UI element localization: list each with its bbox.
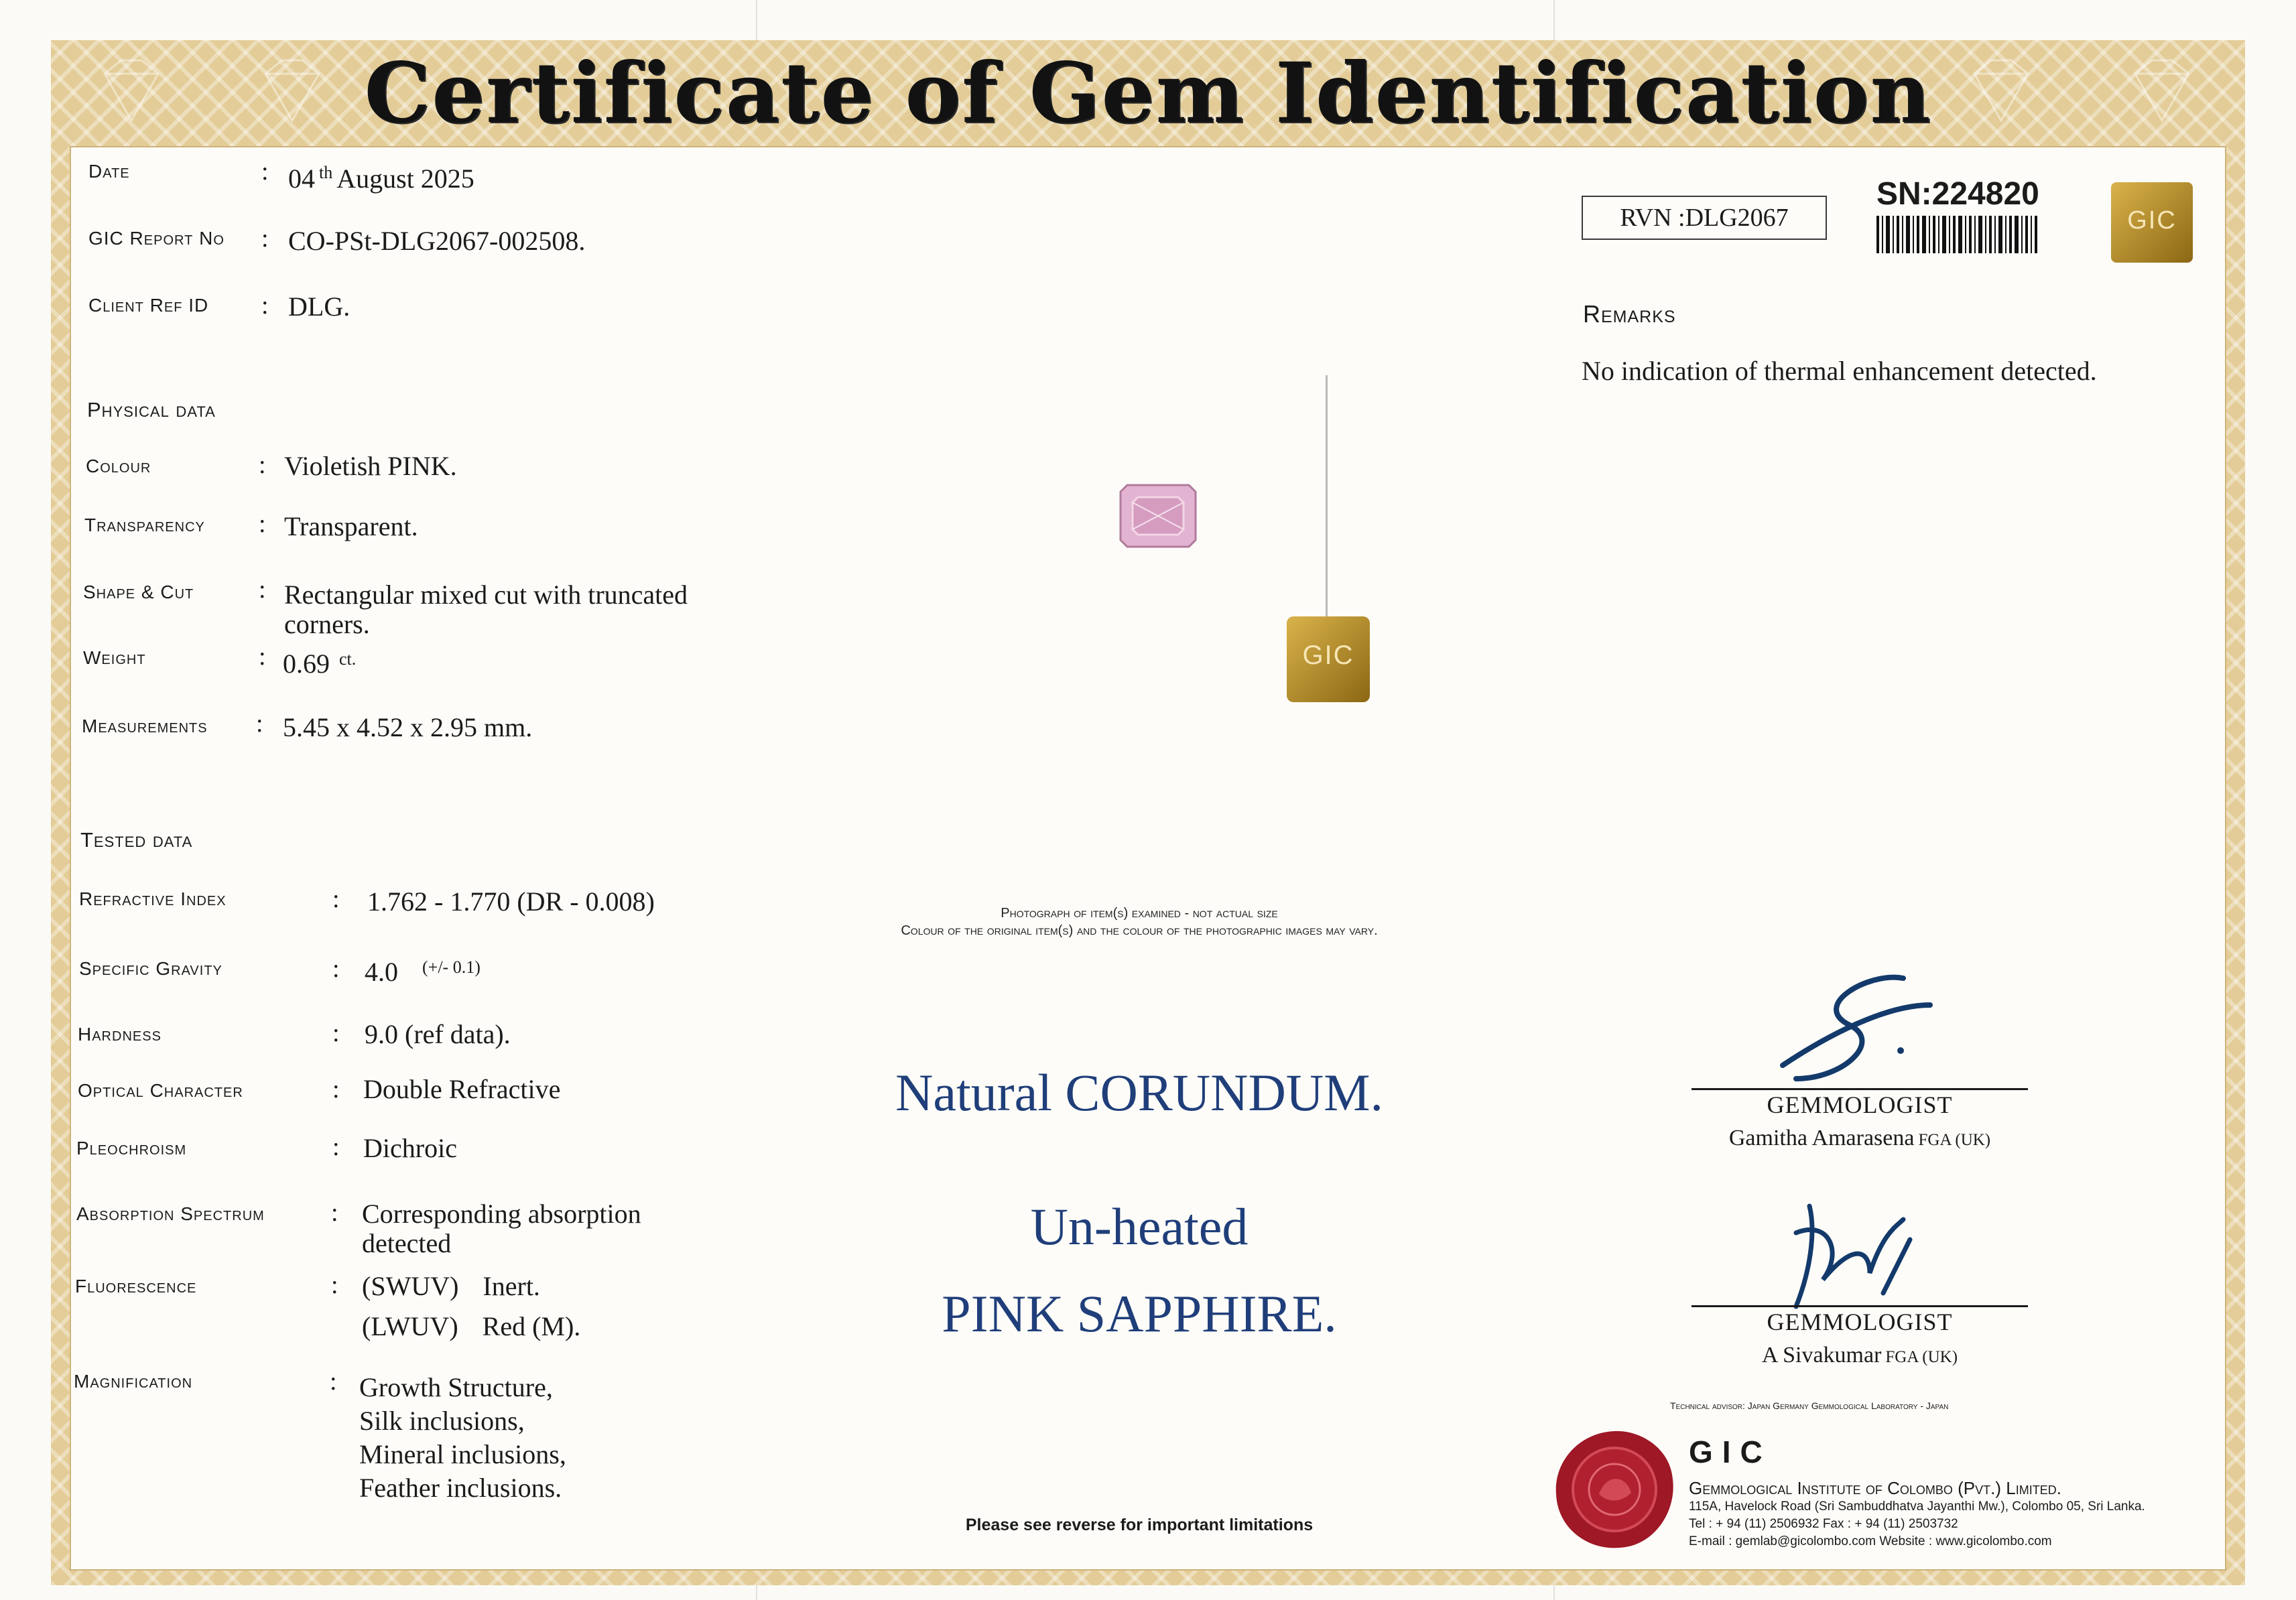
transparency-label: Transparency — [84, 515, 205, 535]
client-ref-label: Client Ref ID — [88, 295, 209, 316]
date-value — [288, 158, 474, 194]
magnification-item: Mineral inclusions, — [359, 1439, 566, 1469]
colon: : — [332, 1133, 340, 1161]
species-verdict: Natural CORUNDUM. — [895, 1063, 1383, 1122]
remarks-heading: Remarks — [1583, 300, 1676, 328]
gemmologist-role-2: GEMMOLOGIST — [1767, 1309, 1953, 1335]
signature-2 — [1783, 1193, 1930, 1313]
colon: : — [256, 710, 263, 738]
signature-1 — [1769, 965, 1943, 1092]
hardness-label: Hardness — [78, 1024, 162, 1045]
signature-line-1 — [1692, 1088, 2028, 1090]
reverse-limitations-note: Please see reverse for important limitations — [965, 1516, 1314, 1534]
gic-sticker-text: GIC — [2127, 206, 2177, 235]
client-ref-value: DLG. — [288, 291, 350, 322]
title-band — [51, 40, 2245, 146]
weight-label: Weight — [83, 647, 146, 668]
serial-number: SN:224820 — [1876, 176, 2039, 212]
colour-value: Violetish PINK. — [284, 451, 457, 481]
gemmologist-1 — [1692, 1126, 2028, 1151]
colon: : — [261, 291, 269, 320]
institute-name: Gemmological Institute of Colombo (Pvt.) Limited. — [1689, 1478, 2061, 1498]
signature-line-2 — [1692, 1305, 2028, 1307]
date-suffix: th — [319, 163, 333, 182]
fluorescence-label: Fluorescence — [75, 1276, 197, 1296]
tested-data-heading: Tested data — [80, 828, 193, 852]
gemmologist-2-name: A Sivakumar — [1761, 1343, 1882, 1368]
gemmologist-2 — [1692, 1343, 2028, 1368]
measurements-value: 5.45 x 4.52 x 2.95 mm. — [283, 712, 533, 742]
magnification-item: Growth Structure, — [359, 1372, 553, 1402]
measurements-label: Measurements — [82, 716, 208, 736]
colon: : — [331, 1271, 338, 1299]
colon: : — [332, 1075, 340, 1104]
colon: : — [259, 510, 266, 538]
lwuv-value: Red (M). — [482, 1311, 581, 1341]
gic-logo: GIC — [1689, 1435, 1772, 1469]
absorption-line-2: detected — [362, 1228, 452, 1258]
wax-seal-icon — [1552, 1427, 1677, 1552]
shape-cut-line-1: Rectangular mixed cut with truncated — [284, 580, 688, 610]
gemmologist-2-qualification: FGA (UK) — [1885, 1348, 1958, 1366]
gem-photo — [1118, 482, 1198, 549]
colour-label: Colour — [86, 456, 151, 476]
physical-data-heading: Physical data — [87, 398, 216, 421]
institute-phone: Tel : + 94 (11) 2506932 Fax : + 94 (11) 2503732 — [1689, 1517, 1958, 1531]
gic-hologram-sticker-small — [2111, 182, 2193, 263]
remarks-text: No indication of thermal enhancement detected. — [1582, 356, 2097, 386]
optical-character-label: Optical Character — [78, 1080, 243, 1101]
hologram-string — [1326, 375, 1328, 630]
shape-cut-value — [284, 580, 688, 639]
sg-tolerance: (+/- 0.1) — [422, 957, 481, 977]
sg-number: 4.0 — [365, 957, 398, 987]
diamond-sketch-icon — [1961, 54, 2041, 127]
magnification-item: Silk inclusions, — [359, 1406, 525, 1436]
refractive-index-value: 1.762 - 1.770 (DR - 0.008) — [367, 886, 655, 917]
technical-advisor-note: Technical advisor: Japan Germany Gemmological Laboratory - Japan — [1670, 1400, 1949, 1411]
swuv-value: Inert. — [483, 1271, 540, 1301]
gemmologist-role-1: GEMMOLOGIST — [1767, 1091, 1953, 1118]
gic-sticker-text: GIC — [1302, 641, 1354, 670]
diamond-sketch-icon — [252, 54, 332, 127]
fluorescence-lwuv — [362, 1312, 580, 1341]
pleochroism-label: Pleochroism — [76, 1138, 187, 1158]
magnification-item: Feather inclusions. — [359, 1473, 562, 1503]
pleochroism-value: Dichroic — [363, 1133, 457, 1163]
shape-cut-line-2: corners. — [284, 609, 370, 639]
photo-note-line-1: Photograph of item(s) examined - not actual size — [1001, 906, 1278, 921]
colon: : — [332, 885, 340, 913]
colon: : — [261, 157, 269, 186]
gic-hologram-sticker — [1287, 616, 1370, 702]
variety-verdict: PINK SAPPHIRE. — [942, 1284, 1337, 1343]
colon: : — [332, 1019, 340, 1047]
date-label: Date — [88, 161, 130, 182]
hardness-value: 9.0 (ref data). — [365, 1019, 511, 1049]
colon: : — [330, 1368, 337, 1396]
gemmologist-1-name: Gamitha Amarasena — [1728, 1126, 1915, 1150]
date-day: 04 — [288, 163, 315, 194]
absorption-line-1: Corresponding absorption — [362, 1199, 641, 1229]
barcode-icon — [1876, 216, 2037, 253]
optical-character-value: Double Refractive — [363, 1074, 561, 1104]
specific-gravity-value — [365, 953, 481, 987]
specific-gravity-label: Specific Gravity — [79, 958, 222, 979]
treatment-verdict: Un-heated — [1030, 1197, 1249, 1256]
institute-address: 115A, Havelock Road (Sri Sambuddhatva Jayanthi Mw.), Colombo 05, Sri Lanka. — [1689, 1499, 2145, 1514]
weight-unit: ct. — [339, 649, 357, 669]
colon: : — [331, 1199, 338, 1227]
diamond-sketch-icon — [91, 54, 172, 127]
lwuv-tag: (LWUV) — [362, 1311, 458, 1341]
magnification-value — [359, 1371, 566, 1505]
colon: : — [259, 451, 266, 479]
shape-cut-label: Shape & Cut — [83, 582, 194, 602]
colon: : — [332, 955, 340, 983]
magnification-label: Magnification — [74, 1371, 193, 1392]
colon: : — [261, 224, 269, 253]
weight-value — [283, 645, 356, 679]
rvn-box: RVN :DLG2067 — [1582, 196, 1827, 240]
report-no-label: GIC Report No — [88, 228, 225, 249]
refractive-index-label: Refractive Index — [79, 888, 227, 909]
diamond-sketch-icon — [2122, 54, 2202, 127]
certificate-title: Certificate of Gem Identification — [364, 44, 1932, 142]
swuv-tag: (SWUV) — [362, 1271, 459, 1301]
institute-email: E-mail : gemlab@gicolombo.com Website : www.gicolombo.com — [1689, 1534, 2052, 1548]
transparency-value: Transparent. — [284, 511, 418, 541]
colon: : — [259, 643, 266, 671]
absorption-spectrum-label: Absorption Spectrum — [76, 1203, 265, 1224]
absorption-spectrum-value — [362, 1199, 641, 1258]
gemmologist-1-qualification: FGA (UK) — [1918, 1131, 1991, 1149]
fluorescence-swuv — [362, 1272, 540, 1301]
weight-number: 0.69 — [283, 649, 330, 679]
report-no-value: CO-PSt-DLG2067-002508. — [288, 226, 586, 256]
date-month-year: August 2025 — [336, 163, 474, 194]
colon: : — [259, 576, 266, 604]
photo-note-line-2: Colour of the original item(s) and the colour of the photographic images may vary. — [901, 923, 1378, 938]
